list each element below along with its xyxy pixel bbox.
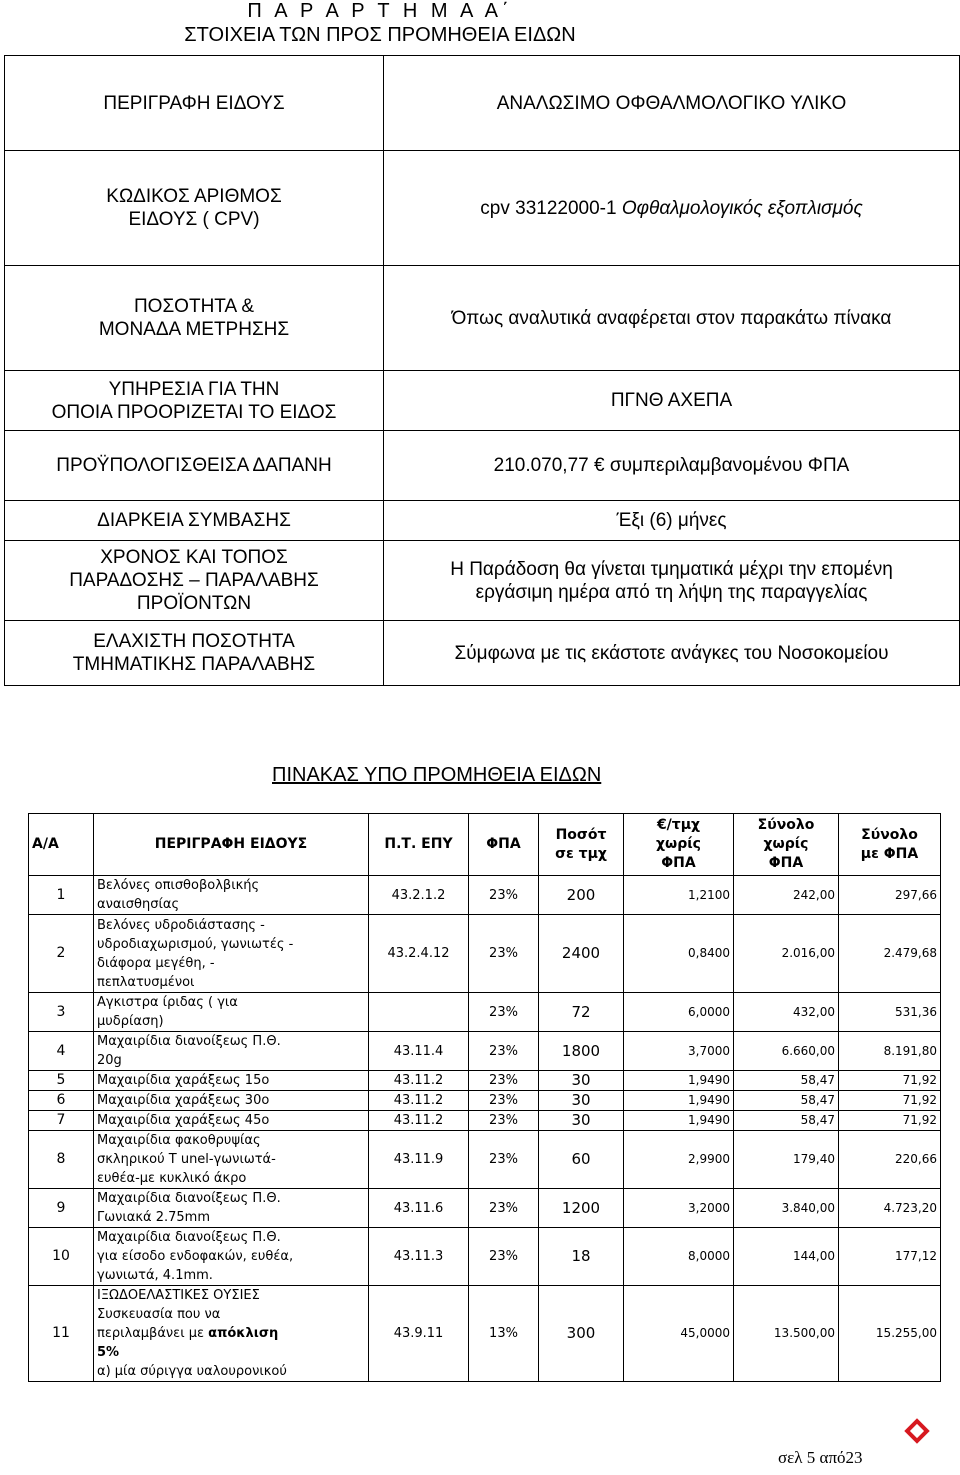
description-line: Μαχαιρίδια διανοίξεως Π.Θ. (97, 1230, 281, 1245)
row-vat-rate: 23% (469, 1228, 539, 1286)
row-number: 10 (29, 1228, 94, 1286)
row-total-vat: 8.191,80 (839, 1032, 941, 1071)
description-line: γωνιωτά, 4.1mm. (97, 1268, 213, 1283)
row-number: 4 (29, 1032, 94, 1071)
row-cpv: 43.11.6 (369, 1189, 469, 1228)
table-row (29, 1032, 941, 1071)
table-row (29, 1131, 941, 1189)
row-vat-rate: 23% (469, 1091, 539, 1111)
description-line: Μαχαιρίδια χαράξεως 45ο (97, 1113, 270, 1128)
row-unit-price: 2,9900 (624, 1131, 734, 1189)
row-total: 58,47 (734, 1071, 839, 1091)
row-total: 3.840,00 (734, 1189, 839, 1228)
row-number: 5 (29, 1071, 94, 1091)
items-header-row (29, 814, 941, 876)
row-cpv (369, 993, 469, 1032)
description-line: σκληρικού T unel-γωνιωτά- (97, 1152, 276, 1167)
col-header-fpa: ΦΠΑ (469, 814, 539, 876)
row-vat-rate: 23% (469, 1071, 539, 1091)
row-number: 1 (29, 876, 94, 915)
description-line: Μαχαιρίδια διανοίξεως Π.Θ. (97, 1034, 281, 1049)
row-unit-price: 6,0000 (624, 993, 734, 1032)
row-vat-rate: 23% (469, 1131, 539, 1189)
table-row (29, 876, 941, 915)
description-line: μυδρίαση) (97, 1014, 164, 1029)
row-cpv: 43.11.2 (369, 1111, 469, 1131)
page-number: σελ 5 από23 (778, 1448, 863, 1467)
info-value: Σύμφωνα με τις εκάστοτε ανάγκες του Νοσοκομείου (384, 621, 960, 686)
row-description (94, 1091, 369, 1111)
description-line: υδροδιαχωρισμού, γωνιωτές - (97, 936, 294, 952)
info-label: ΔΙΑΡΚΕΙΑ ΣΥΜΒΑΣΗΣ (5, 501, 384, 541)
info-row (5, 371, 960, 431)
row-unit-price: 1,2100 (624, 876, 734, 915)
info-value: Η Παράδοση θα γίνεται τμηματικά μέχρι την επομένη εργάσιμη ημέρα από τη λήψη της παραγγελίας (384, 541, 960, 621)
col-header-desc: ΠΕΡΙΓΡΑΦΗ ΕΙΔΟΥΣ (94, 814, 369, 876)
info-value: Έξι (6) μήνες (384, 501, 960, 541)
info-table (4, 55, 960, 686)
table-row (29, 993, 941, 1032)
red-diamond-logo-icon (902, 1416, 932, 1446)
row-quantity: 60 (539, 1131, 624, 1189)
description-line: Γωνιακά 2.75mm (97, 1210, 210, 1225)
description-line: Αγκιστρα ίριδας ( για (97, 995, 238, 1010)
row-quantity: 72 (539, 993, 624, 1032)
col-header-aa: Α/Α (29, 814, 94, 876)
row-description (94, 1071, 369, 1091)
row-total-vat: 71,92 (839, 1071, 941, 1091)
row-cpv: 43.11.2 (369, 1091, 469, 1111)
description-line: Μαχαιρίδια χαράξεως 15ο (97, 1073, 270, 1088)
info-label: ΠΟΣΟΤΗΤΑ & ΜΟΝΑΔΑ ΜΕΤΡΗΣΗΣ (5, 266, 384, 371)
info-value: cpv 33122000-1 Οφθαλμολογικός εξοπλισμός (384, 151, 960, 266)
row-quantity: 2400 (539, 915, 624, 993)
row-quantity: 200 (539, 876, 624, 915)
row-unit-price: 1,9490 (624, 1091, 734, 1111)
row-cpv: 43.11.3 (369, 1228, 469, 1286)
row-cpv: 43.11.4 (369, 1032, 469, 1071)
description-line: διάφορα μεγέθη, - (97, 955, 215, 971)
description-line: Βελόνες οπισθοβολβικής (97, 878, 260, 893)
row-total: 432,00 (734, 993, 839, 1032)
col-header-cpv: Π.Τ. ΕΠΥ (369, 814, 469, 876)
row-unit-price: 0,8400 (624, 915, 734, 993)
row-unit-price: 8,0000 (624, 1228, 734, 1286)
description-line: Μαχαιρίδια χαράξεως 30ο (97, 1093, 270, 1108)
row-quantity: 300 (539, 1286, 624, 1382)
row-total-vat: 297,66 (839, 876, 941, 915)
items-table (28, 813, 941, 1382)
info-row (5, 621, 960, 686)
description-line: α) μία σύριγγα υαλουρονικού (97, 1364, 287, 1379)
description-line: ΙΞΩΔΟΕΛΑΣΤΙΚΕΣ ΟΥΣΙΕΣ (97, 1288, 260, 1303)
annex-title: Π Α Ρ Α Ρ Τ Η Μ Α Α΄ (247, 0, 513, 22)
row-description (94, 1111, 369, 1131)
row-total-vat: 4.723,20 (839, 1189, 941, 1228)
row-total: 13.500,00 (734, 1286, 839, 1382)
row-vat-rate: 23% (469, 915, 539, 993)
row-unit-price: 45,0000 (624, 1286, 734, 1382)
table-row (29, 1071, 941, 1091)
table-row (29, 915, 941, 993)
info-row (5, 151, 960, 266)
row-description (94, 1189, 369, 1228)
row-description (94, 1032, 369, 1071)
row-total: 144,00 (734, 1228, 839, 1286)
info-row (5, 431, 960, 501)
row-total: 242,00 (734, 876, 839, 915)
row-number: 8 (29, 1131, 94, 1189)
row-description (94, 876, 369, 915)
row-vat-rate: 13% (469, 1286, 539, 1382)
col-header-qty: Ποσότ σε τμχ (539, 814, 624, 876)
table-row (29, 1111, 941, 1131)
row-unit-price: 1,9490 (624, 1111, 734, 1131)
description-line: αναισθησίας (97, 897, 180, 912)
description-line: πεπλατυσμένοι (97, 974, 195, 990)
row-cpv: 43.11.2 (369, 1071, 469, 1091)
row-cpv: 43.2.4.12 (369, 915, 469, 993)
info-value: ΑΝΑΛΩΣΙΜΟ ΟΦΘΑΛΜΟΛΟΓΙΚΟ ΥΛΙΚΟ (384, 56, 960, 151)
row-vat-rate: 23% (469, 1111, 539, 1131)
table-row (29, 1189, 941, 1228)
row-number: 2 (29, 915, 94, 993)
description-line: ευθέα-με κυκλικό άκρο (97, 1171, 247, 1186)
row-description (94, 1286, 369, 1382)
row-quantity: 1800 (539, 1032, 624, 1071)
row-number: 6 (29, 1091, 94, 1111)
row-unit-price: 3,7000 (624, 1032, 734, 1071)
row-description (94, 915, 369, 993)
info-label: ΕΛΑΧΙΣΤΗ ΠΟΣΟΤΗΤΑ ΤΜΗΜΑΤΙΚΗΣ ΠΑΡΑΛΑΒΗΣ (5, 621, 384, 686)
row-number: 11 (29, 1286, 94, 1382)
row-cpv: 43.9.11 (369, 1286, 469, 1382)
info-value: ΠΓΝΘ ΑΧΕΠΑ (384, 371, 960, 431)
row-quantity: 30 (539, 1091, 624, 1111)
info-value: 210.070,77 € συμπεριλαμβανομένου ΦΠΑ (384, 431, 960, 501)
row-total-vat: 71,92 (839, 1111, 941, 1131)
row-vat-rate: 23% (469, 993, 539, 1032)
row-number: 9 (29, 1189, 94, 1228)
row-quantity: 1200 (539, 1189, 624, 1228)
description-bold: απόκλιση (208, 1326, 279, 1341)
row-vat-rate: 23% (469, 876, 539, 915)
table-row (29, 1286, 941, 1382)
row-total-vat: 531,36 (839, 993, 941, 1032)
row-total: 58,47 (734, 1111, 839, 1131)
info-label: ΧΡΟΝΟΣ ΚΑΙ ΤΟΠΟΣ ΠΑΡΑΔΟΣΗΣ – ΠΑΡΑΛΑΒΗΣ ΠΡΟΪΟΝΤΩΝ (5, 541, 384, 621)
col-header-unit-price: €/τμχ χωρίς ΦΠΑ (624, 814, 734, 876)
row-total-vat: 177,12 (839, 1228, 941, 1286)
items-table-title: ΠΙΝΑΚΑΣ ΥΠΟ ΠΡΟΜΗΘΕΙΑ ΕΙΔΩΝ (272, 764, 602, 786)
row-description (94, 1228, 369, 1286)
info-row (5, 501, 960, 541)
row-total: 2.016,00 (734, 915, 839, 993)
info-label: ΠΕΡΙΓΡΑΦΗ ΕΙΔΟΥΣ (5, 56, 384, 151)
description-line: Μαχαιρίδια διανοίξεως Π.Θ. (97, 1191, 281, 1206)
info-label: ΠΡΟΫΠΟΛΟΓΙΣΘΕΙΣΑ ΔΑΠΑΝΗ (5, 431, 384, 501)
row-quantity: 30 (539, 1111, 624, 1131)
description-line: Συσκευασία που να (97, 1307, 221, 1322)
description-line: 5% (97, 1345, 120, 1360)
description-line: 20g (97, 1053, 122, 1068)
row-unit-price: 3,2000 (624, 1189, 734, 1228)
description-line: για είσοδο ενδοφακών, ευθέα, (97, 1249, 294, 1264)
row-cpv: 43.11.9 (369, 1131, 469, 1189)
info-value: Όπως αναλυτικά αναφέρεται στον παρακάτω πίνακα (384, 266, 960, 371)
table-row (29, 1228, 941, 1286)
annex-subtitle: ΣΤΟΙΧΕΙΑ ΤΩΝ ΠΡΟΣ ΠΡΟΜΗΘΕΙΑ ΕΙΔΩΝ (184, 24, 576, 46)
col-header-total-vat: Σύνολο με ΦΠΑ (839, 814, 941, 876)
row-vat-rate: 23% (469, 1032, 539, 1071)
row-description (94, 1131, 369, 1189)
row-number: 3 (29, 993, 94, 1032)
info-row (5, 266, 960, 371)
info-label: ΚΩΔΙΚΟΣ ΑΡΙΘΜΟΣ ΕΙΔΟΥΣ ( CPV) (5, 151, 384, 266)
row-total-vat: 2.479,68 (839, 915, 941, 993)
table-row (29, 1091, 941, 1111)
row-total-vat: 220,66 (839, 1131, 941, 1189)
row-number: 7 (29, 1111, 94, 1131)
row-cpv: 43.2.1.2 (369, 876, 469, 915)
row-total: 6.660,00 (734, 1032, 839, 1071)
description-line: Βελόνες υδροδιάστασης - (97, 917, 265, 933)
row-description (94, 993, 369, 1032)
info-row (5, 56, 960, 151)
info-row (5, 541, 960, 621)
info-label: ΥΠΗΡΕΣΙΑ ΓΙΑ ΤΗΝ ΟΠΟΙΑ ΠΡΟΟΡΙΖΕΤΑΙ ΤΟ ΕΙΔΟΣ (5, 371, 384, 431)
row-quantity: 30 (539, 1071, 624, 1091)
row-total: 58,47 (734, 1091, 839, 1111)
row-total-vat: 15.255,00 (839, 1286, 941, 1382)
row-total: 179,40 (734, 1131, 839, 1189)
description-line: Μαχαιρίδια φακοθρυψίας (97, 1133, 261, 1148)
description-line: περιλαμβάνει με (97, 1326, 209, 1341)
row-quantity: 18 (539, 1228, 624, 1286)
row-total-vat: 71,92 (839, 1091, 941, 1111)
row-vat-rate: 23% (469, 1189, 539, 1228)
col-header-total: Σύνολο χωρίς ΦΠΑ (734, 814, 839, 876)
row-unit-price: 1,9490 (624, 1071, 734, 1091)
